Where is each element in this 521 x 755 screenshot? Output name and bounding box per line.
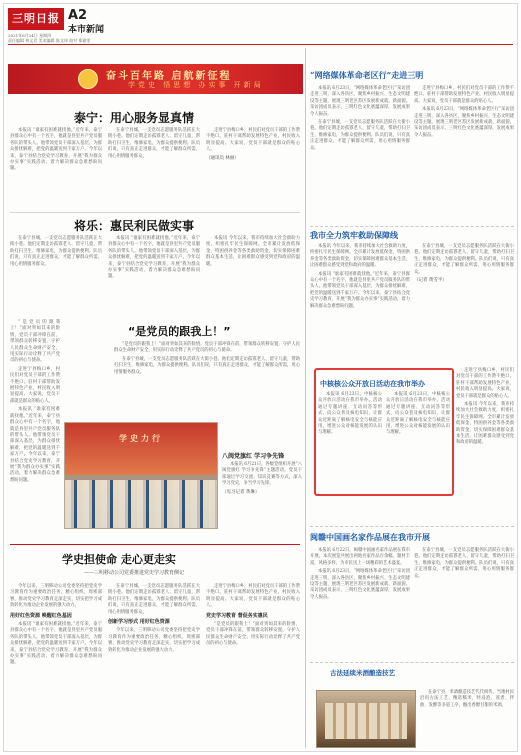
headline-history[interactable]: 学史担使命 走心更走实 bbox=[62, 553, 176, 566]
article-quote-left bbox=[10, 320, 60, 540]
headline-taining[interactable]: 泰宁：用心服务显真情 bbox=[74, 111, 195, 125]
headline-exhibit[interactable]: 闽赣中国画名家作品展在我市开展 bbox=[310, 532, 430, 542]
article-media-text-2: 在泰宁县城，一支党员志愿服务队活跃在大街小巷。他们定期走访孤寡老人、留守儿童，帮助打扫卫生、维修家电，为群众提供便利。队员们说，只有真正走进群众，才能了解群众所需，用心用情服务群众。 bbox=[310, 120, 410, 151]
stage-text: 学史力行 bbox=[119, 433, 163, 443]
headline-media-tour[interactable]: “网络媒体革命老区行”走进三明 bbox=[310, 70, 424, 80]
headline-study[interactable]: 八闽党旗红 学习争先锋 bbox=[222, 453, 285, 460]
article-assistance-text-3: 在泰宁县城，一支党员志愿服务队活跃在大街小巷。他们定期走访孤寡老人、留守儿童，帮助打扫卫生、维修家电，为群众提供便利。队员们说，只有真正走进群众，才能了解群众所需，用心用情服务群众。 bbox=[414, 244, 514, 275]
headline-assistance[interactable]: 我市全力筑牢救助保障线 bbox=[310, 230, 398, 240]
editors-line: 责任编辑 林文君 美术编辑 陈文炜 校对 郑雅雯 bbox=[8, 38, 91, 43]
newspaper-page bbox=[3, 3, 518, 752]
party-emblem-icon bbox=[78, 69, 98, 89]
article-history-col1 bbox=[10, 584, 102, 748]
article-media-text: 本报讯 6月23日，“网络媒体革命老区行”采访团走进三明，深入各县区，聚焦乡村振兴、生态文明建设等主题，展现三明老区苏区发展新成就、新面貌。采访团成员表示，三明红色文化底蕴深厚，发展成果令人振奋。 bbox=[310, 86, 410, 117]
banner-main-text: 奋斗百年路 启航新征程 bbox=[106, 71, 232, 82]
article-nuclear-col1 bbox=[318, 392, 382, 492]
article-media-col2 bbox=[414, 86, 514, 226]
divider bbox=[310, 662, 514, 663]
rice-wine-photo[interactable] bbox=[316, 690, 416, 748]
article-quote-body-2: 在泰宁县城，一支党员志愿服务队活跃在大街小巷。他们定期走访孤寡老人、留守儿童，帮助打扫卫生、维修家电，为群众提供便利。队员们说，只有真正走进群众，才能了解群众所需，用心用情服务群众。 bbox=[114, 356, 300, 375]
article-jiangle-col2 bbox=[108, 236, 200, 316]
subhead-c: 党史学习教育 督促务实惠民 bbox=[206, 612, 268, 619]
article-exhibit-col2 bbox=[414, 548, 514, 660]
page-number: A2 bbox=[68, 8, 88, 23]
article-history-text-4: 今年以来，三明移动公司党委坚持把党史学习教育作为重要政治任务，精心组织，周密部署，推动党史学习教育走深走实，切实把学习成效转化为推动企业发展的强大动力。 bbox=[108, 628, 200, 653]
column-divider bbox=[305, 48, 306, 748]
headline-rice-wine[interactable]: 古法延续米酒酿造技艺 bbox=[330, 669, 395, 677]
article-assistance-col1 bbox=[310, 244, 410, 364]
headline-quote[interactable]: “是党员的跟我上！” bbox=[128, 325, 231, 338]
article-rice-wine bbox=[420, 690, 514, 748]
subhead-b: 创新学习形式 用好红色资源 bbox=[108, 619, 170, 626]
article-nuclear-col2 bbox=[386, 392, 450, 492]
article-rice-wine-text: 在泰宁县，米酒酿造技艺代代相传。当地村民沿用古法工艺，精选糯米，经浸泡、蒸煮、拌曲、发酵等多道工序，酿出香醇甘甜的米酒。 bbox=[420, 690, 514, 708]
article-jiangle-text-2: 本报讯 “谁家有困难就找他。”近年来，泰宁县群众心中有一个名字，他就是县里共产党员服务队的带头人。他带领党员干部深入基层，为群众排忧解难，把党的温暖送到千家万户。今年以来，泰宁县结合党史学习教育，开展“我为群众办实事”实践活动，着力解决群众急难愁盼问题。 bbox=[108, 236, 200, 280]
article-history-col3 bbox=[206, 584, 300, 748]
article-assistance-col2 bbox=[414, 244, 514, 364]
article-history-text-3: 在泰宁县城，一支党员志愿服务队活跃在大街小巷。他们定期走访孤寡老人、留守儿童，帮助打扫卫生、维修家电，为群众提供便利。队员们说，只有真正走进群众，才能了解群众所需，用心用情服务群众。 bbox=[108, 584, 200, 615]
article-quote-text: “是党员的跟我上！”面对突如其来的险情，党员干部冲锋在前，带领群众转移安置，守护人民群众生命财产安全，用实际行动诠释了共产党员的初心与使命。 bbox=[10, 320, 60, 364]
article-exhibit-col1 bbox=[310, 548, 410, 660]
banner-sub-text: 学党史 悟思想 办实事 开新局 bbox=[128, 81, 264, 89]
article-study-text: 本报讯 6月21日，各级党组织开展“八闽党旗红 学习争先锋”主题活动，党员干部通过学习交流、知识竞赛等方式，深入学习党史，争当学习先锋。 bbox=[222, 462, 302, 487]
article-taining-col3 bbox=[206, 128, 300, 214]
stage-backdrop bbox=[65, 423, 217, 475]
section-title: 本市新闻 bbox=[68, 25, 105, 35]
article-history-text-6: “是党员的跟我上！”面对突如其来的险情，党员干部冲锋在前，带领群众转移安置，守护人民群众生命财产安全，用实际行动诠释了共产党员的初心与使命。 bbox=[206, 622, 300, 647]
byline: （记者 黄雪平） bbox=[414, 278, 447, 284]
article-history-text-2: 本报讯 “谁家有困难就找他。”近年来，泰宁县群众心中有一个名字，他就是县里共产党员服务队的带头人。他带领党员干部深入基层，为群众排忧解难，把党的温暖送到千家万户。今年以来，泰宁县结合党史学习教育，开展“我为群众办实事”实践活动，着力解决群众急难愁盼问题。 bbox=[10, 622, 102, 666]
article-quote-main bbox=[114, 342, 300, 420]
article-assistance-text-2: 本报讯 “谁家有困难就找他。”近年来，泰宁县群众心中有一个名字，他就是县里共产党员服务队的带头人。他带领党员干部深入基层，为群众排忧解难，把党的温暖送到千家万户。今年以来，泰宁县结合党史学习教育，开展“我为群众办实事”实践活动，着力解决群众急难愁盼问题。 bbox=[310, 271, 410, 309]
article-jiangle-col1 bbox=[10, 236, 102, 316]
campaign-banner bbox=[8, 64, 303, 94]
subhead-a: 用好红色资源 唤醒红色基因 bbox=[10, 612, 72, 619]
newspaper-logo[interactable]: 三明日报 bbox=[8, 8, 64, 30]
article-media-text-3: 走进宁县梅口乡，村民们对党员干部的工作赞不绝口。驻村干部帮助发展特色产业，村民收入明显提高。大家说，党员干部就是群众的贴心人。 bbox=[414, 86, 514, 104]
masthead bbox=[8, 8, 513, 42]
section-rule bbox=[10, 544, 300, 545]
article-quote-body: “是党员的跟我上！”面对突如其来的险情，党员干部冲锋在前，带领群众转移安置，守护人民群众生命财产安全，用实际行动诠释了共产党员的初心与使命。 bbox=[114, 342, 300, 354]
article-jiangle-col3 bbox=[206, 236, 300, 316]
headline-nuclear[interactable]: 中核核公众开放日活动在我市举办 bbox=[320, 379, 425, 388]
article-taining-col1 bbox=[10, 128, 102, 214]
article-side bbox=[456, 368, 514, 528]
article-nuclear-text: 本报讯 6月23日，中核核公众开放日活动在我市举办。活动通过专题讲座、互动问答等形式，向公众普及核电知识，让群众近距离了解核电安全与核能应用，增进公众对核能发展的认识与理解。 bbox=[318, 392, 382, 436]
article-side-text-2: 本报讯 今年以来，我市持续加大社会救助力度，织密扎牢民生保障网。全市累计发放低保金、特困供养金等各类救助资金，切实保障困难群众基本生活，让困难群众感受到党和政府的温暖。 bbox=[456, 402, 514, 446]
article-history-col2 bbox=[108, 584, 200, 748]
article-taining-text-2: 在泰宁县城，一支党员志愿服务队活跃在大街小巷。他们定期走访孤寡老人、留守儿童，帮助打扫卫生、维修家电，为群众提供便利。队员们说，只有真正走进群众，才能了解群众所需，用心用情服务群众。 bbox=[108, 128, 200, 159]
article-jiangle-text-3: 本报讯 今年以来，我市持续加大社会救助力度，织密扎牢民生保障网。全市累计发放低保金、特困供养金等各类救助资金，切实保障困难群众基本生活，让困难群众感受到党和政府的温暖。 bbox=[206, 236, 300, 267]
article-media-col1 bbox=[310, 86, 410, 226]
article-study bbox=[222, 462, 302, 532]
article-media-text-4: 本报讯 6月23日，“网络媒体革命老区行”采访团走进三明，深入各县区，聚焦乡村振兴、生态文明建设等主题，展现三明老区苏区发展新成就、新面貌。采访团成员表示，三明红色文化底蕴深厚，发展成果令人振奋。 bbox=[414, 107, 514, 138]
article-exhibit-text-2: 本报讯 6月23日，“网络媒体革命老区行”采访团走进三明，深入各县区，聚焦乡村振兴、生态文明建设等主题，展现三明老区苏区发展新成就、新面貌。采访团成员表示，三明红色文化底蕴深厚，发展成果令人振奋。 bbox=[310, 569, 410, 600]
article-taining-col2 bbox=[108, 128, 200, 214]
article-side-text: 走进宁县梅口乡，村民们对党员干部的工作赞不绝口。驻村干部帮助发展特色产业，村民收入明显提高。大家说，党员干部就是群众的贴心人。 bbox=[456, 368, 514, 399]
article-taining-text: 本报讯 “谁家有困难就找他。”近年来，泰宁县群众心中有一个名字，他就是县里共产党员服务队的带头人。他带领党员干部深入基层，为群众排忧解难，把党的温暖送到千家万户。今年以来，泰宁县结合党史学习教育，开展“我为群众办实事”实践活动，着力解决群众急难愁盼问题。 bbox=[10, 128, 102, 172]
top-rule bbox=[8, 44, 513, 45]
article-jiangle-text: 在泰宁县城，一支党员志愿服务队活跃在大街小巷。他们定期走访孤寡老人、留守儿童，帮助打扫卫生、维修家电，为群众提供便利。队员们说，只有真正走进群众，才能了解群众所需，用心用情服务群众。 bbox=[10, 236, 102, 267]
article-assistance-text: 本报讯 今年以来，我市持续加大社会救助力度，织密扎牢民生保障网。全市累计发放低保金、特困供养金等各类救助资金，切实保障困难群众基本生活，让困难群众感受到党和政府的温暖。 bbox=[310, 244, 410, 269]
article-quote-text-3: 本报讯 “谁家有困难就找他。”近年来，泰宁县群众心中有一个名字，他就是县里共产党员服务队的带头人。他带领党员干部深入基层，为群众排忧解难，把党的温暖送到千家万户。今年以来，泰宁县结合党史学习教育，开展“我为群众办实事”实践活动，着力解决群众急难愁盼问题。 bbox=[10, 407, 60, 483]
date-line: 2021年6月24日 星期四 bbox=[8, 33, 52, 38]
article-exhibit-text: 本报讯 6月22日，闽赣中国画名家作品展在我市开展。本次展览共展出两地名家作品百余幅，题材丰富，风格多样，为市民送上一场精彩的艺术盛宴。 bbox=[310, 548, 410, 566]
byline: （通讯员 林丽） bbox=[206, 155, 239, 161]
article-quote-text-2: 走进宁县梅口乡，村民们对党员干部的工作赞不绝口。驻村干部帮助发展特色产业，村民收入明显提高。大家说，党员干部就是群众的贴心人。 bbox=[10, 366, 60, 404]
article-history-text: 今年以来，三明移动公司党委坚持把党史学习教育作为重要政治任务，精心组织，周密部署，推动党史学习教育走深走实，切实把学习成效转化为推动企业发展的强大动力。 bbox=[10, 584, 102, 609]
subheadline-history: ——三明移动公司党委推进党史学习教育侧记 bbox=[84, 570, 185, 576]
byline: （见习记者 黄琳） bbox=[222, 489, 260, 495]
divider bbox=[310, 226, 514, 227]
headline-jiangle[interactable]: 将乐：惠民利民做实事 bbox=[74, 219, 195, 233]
article-taining-text-3: 走进宁县梅口乡，村民们对党员干部的工作赞不绝口。驻村干部帮助发展特色产业，村民收入明显提高。大家说，党员干部就是群众的贴心人。 bbox=[206, 128, 300, 153]
article-history-text-5: 走进宁县梅口乡，村民们对党员干部的工作赞不绝口。驻村干部帮助发展特色产业，村民收入明显提高。大家说，党员干部就是群众的贴心人。 bbox=[206, 584, 300, 609]
article-nuclear-text-2: 本报讯 6月23日，中核核公众开放日活动在我市举办。活动通过专题讲座、互动问答等形式，向公众普及核电知识，让群众近距离了解核电安全与核能应用，增进公众对核能发展的认识与理解。 bbox=[386, 392, 450, 436]
photo-detail bbox=[325, 703, 407, 739]
divider bbox=[310, 526, 514, 527]
audience-figures bbox=[65, 480, 217, 528]
news-photo[interactable] bbox=[64, 422, 218, 529]
divider bbox=[10, 212, 300, 213]
article-exhibit-text-3: 在泰宁县城，一支党员志愿服务队活跃在大街小巷。他们定期走访孤寡老人、留守儿童，帮助打扫卫生、维修家电，为群众提供便利。队员们说，只有真正走进群众，才能了解群众所需，用心用情服务群众。 bbox=[414, 548, 514, 579]
